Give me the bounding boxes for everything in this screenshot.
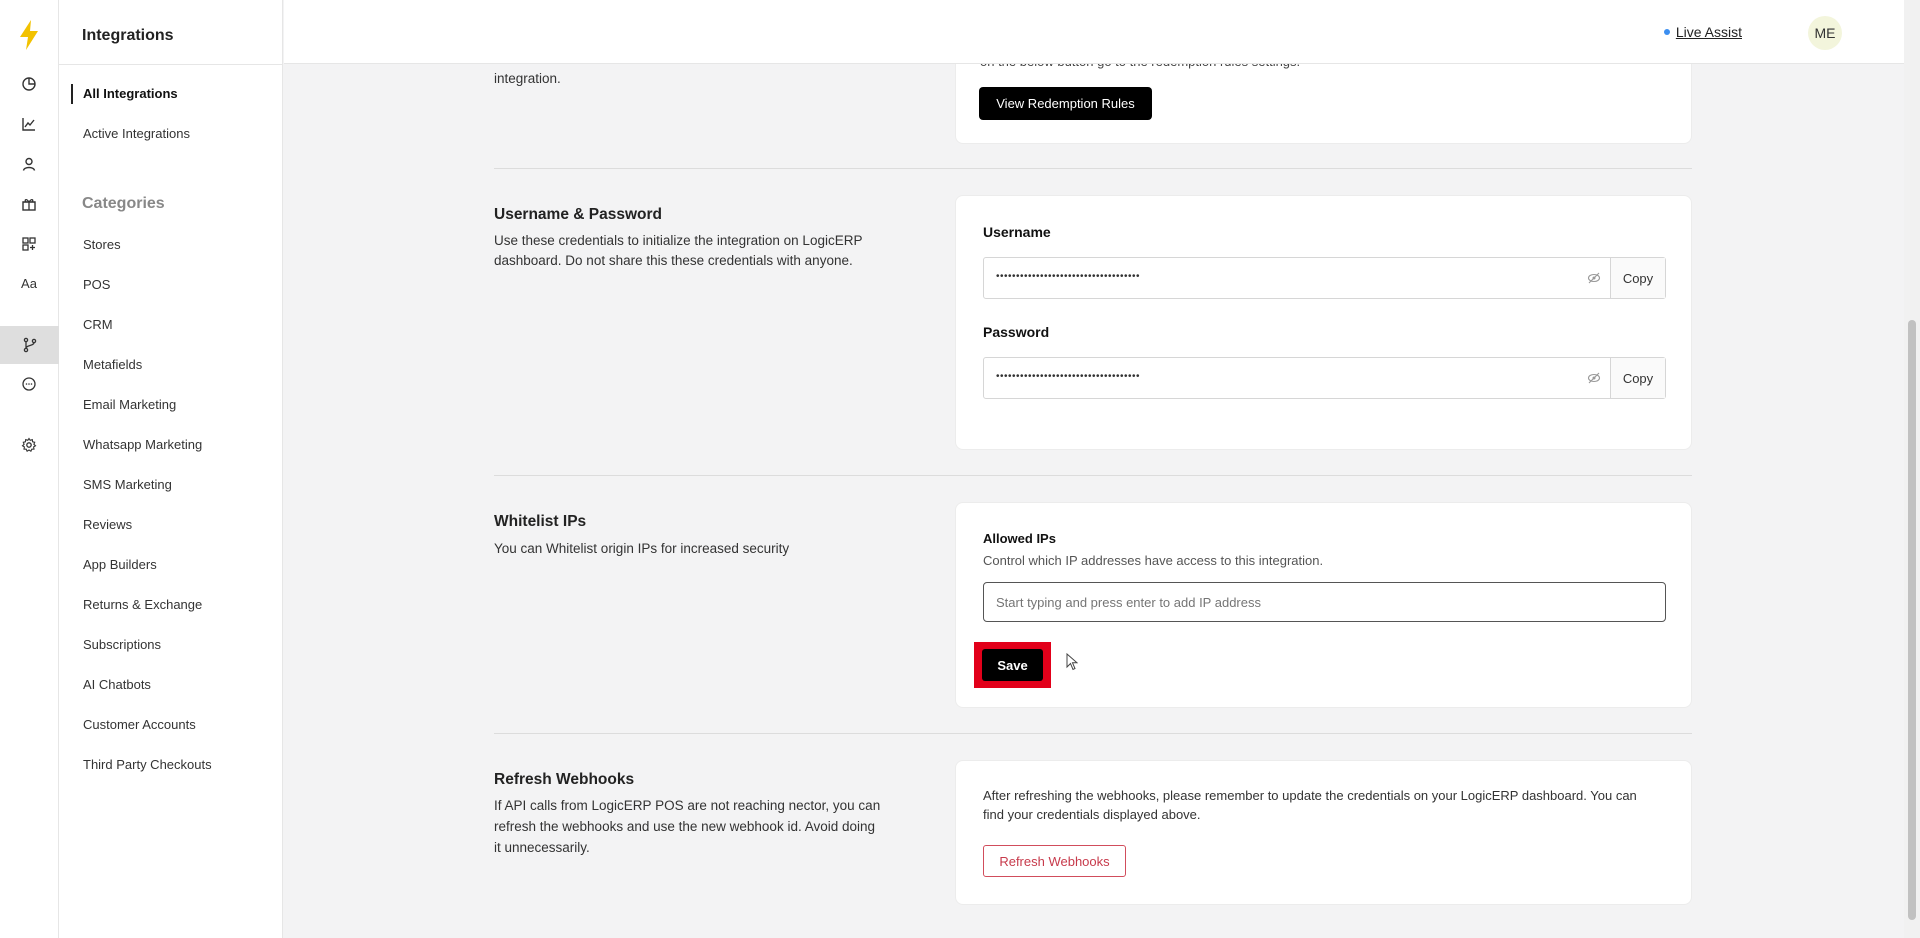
text-aa-icon[interactable]: Aa xyxy=(21,275,37,291)
username-label: Username xyxy=(983,224,1051,240)
gift-icon[interactable] xyxy=(18,193,40,215)
category-email-marketing[interactable]: Email Marketing xyxy=(83,397,177,412)
eye-off-icon[interactable] xyxy=(1587,271,1601,285)
category-subscriptions[interactable]: Subscriptions xyxy=(83,637,162,652)
category-metafields[interactable]: Metafields xyxy=(83,357,143,372)
chat-bubble-icon[interactable] xyxy=(18,373,40,395)
password-label: Password xyxy=(983,324,1050,340)
live-assist-link[interactable] xyxy=(1664,24,1742,40)
trend-line-icon[interactable] xyxy=(18,113,40,135)
webhooks-card-text-line2: find your credentials displayed above. xyxy=(983,807,1201,822)
credentials-description-line2: dashboard. Do not share this these credentials with anyone. xyxy=(494,253,853,268)
bolt-logo-icon[interactable] xyxy=(18,20,40,50)
category-reviews[interactable]: Reviews xyxy=(83,517,133,532)
allowed-ips-hint: Control which IP addresses have access to this integration. xyxy=(983,553,1324,568)
category-customer-accounts[interactable]: Customer Accounts xyxy=(83,717,196,732)
category-pos[interactable]: POS xyxy=(83,277,111,292)
allowed-ips-label: Allowed IPs xyxy=(983,531,1056,546)
webhooks-description-line3: it unnecessarily. xyxy=(494,840,590,855)
credentials-title: Username & Password xyxy=(494,206,662,223)
view-redemption-rules-button[interactable]: View Redemption Rules xyxy=(979,87,1152,120)
status-dot-icon xyxy=(1664,29,1670,35)
password-value: •••••••••••••••••••••••••••••••••••• xyxy=(996,371,1141,382)
credentials-card xyxy=(955,195,1692,450)
divider xyxy=(59,64,283,65)
sidebar-title: Integrations xyxy=(82,27,174,44)
user-icon[interactable] xyxy=(18,153,40,175)
divider xyxy=(494,733,1692,734)
categories-heading: Categories xyxy=(82,195,165,212)
copy-username-button[interactable]: Copy xyxy=(1610,258,1665,298)
divider xyxy=(494,168,1692,169)
category-app-builders[interactable]: App Builders xyxy=(83,557,157,572)
category-whatsapp-marketing[interactable]: Whatsapp Marketing xyxy=(83,437,203,452)
save-button[interactable]: Save xyxy=(982,649,1043,681)
credentials-description-line1: Use these credentials to initialize the integration on LogicERP xyxy=(494,233,863,248)
top-bar xyxy=(284,0,1904,64)
category-ai-chatbots[interactable]: AI Chatbots xyxy=(83,677,151,692)
top-section-text: integration. xyxy=(494,71,561,86)
icon-rail xyxy=(0,0,59,938)
username-value: •••••••••••••••••••••••••••••••••••• xyxy=(996,271,1141,282)
webhooks-title: Refresh Webhooks xyxy=(494,771,635,788)
nav-active-integrations[interactable]: Active Integrations xyxy=(83,126,190,141)
password-field[interactable] xyxy=(983,357,1666,399)
copy-password-button[interactable]: Copy xyxy=(1610,358,1665,398)
gear-icon[interactable] xyxy=(18,434,40,456)
webhooks-description-line2: refresh the webhooks and use the new webhook id. Avoid doing xyxy=(494,819,876,834)
integrations-sidebar xyxy=(59,0,283,938)
category-returns-exchange[interactable]: Returns & Exchange xyxy=(83,597,203,612)
divider xyxy=(494,475,1692,476)
git-branch-icon[interactable] xyxy=(0,326,59,364)
nav-all-integrations[interactable]: All Integrations xyxy=(83,86,178,101)
username-field[interactable] xyxy=(983,257,1666,299)
category-third-party-checkouts[interactable]: Third Party Checkouts xyxy=(83,757,212,772)
category-sms-marketing[interactable]: SMS Marketing xyxy=(83,477,172,492)
ip-address-input[interactable] xyxy=(983,582,1666,622)
webhooks-description-line1: If API calls from LogicERP POS are not reaching nector, you can xyxy=(494,798,881,813)
live-assist-label: Live Assist xyxy=(1675,24,1742,40)
save-highlight xyxy=(974,642,1051,688)
whitelist-title: Whitelist IPs xyxy=(494,513,587,530)
whitelist-card xyxy=(955,502,1692,708)
widgets-icon[interactable] xyxy=(18,233,40,255)
category-crm[interactable]: CRM xyxy=(83,317,113,332)
active-indicator xyxy=(71,84,73,104)
whitelist-description: You can Whitelist origin IPs for increased security xyxy=(494,541,790,556)
scrollbar-thumb[interactable] xyxy=(1908,320,1916,920)
webhooks-card xyxy=(955,760,1692,905)
refresh-webhooks-button[interactable]: Refresh Webhooks xyxy=(983,845,1126,877)
pie-chart-icon[interactable] xyxy=(18,73,40,95)
mouse-cursor-icon xyxy=(1066,653,1078,671)
eye-off-icon[interactable] xyxy=(1587,371,1601,385)
scrollbar[interactable] xyxy=(1904,0,1920,938)
category-stores[interactable]: Stores xyxy=(83,237,121,252)
avatar[interactable]: ME xyxy=(1808,16,1842,50)
webhooks-card-text-line1: After refreshing the webhooks, please remember to update the credentials on your LogicERP dashboard. You can xyxy=(983,788,1637,803)
